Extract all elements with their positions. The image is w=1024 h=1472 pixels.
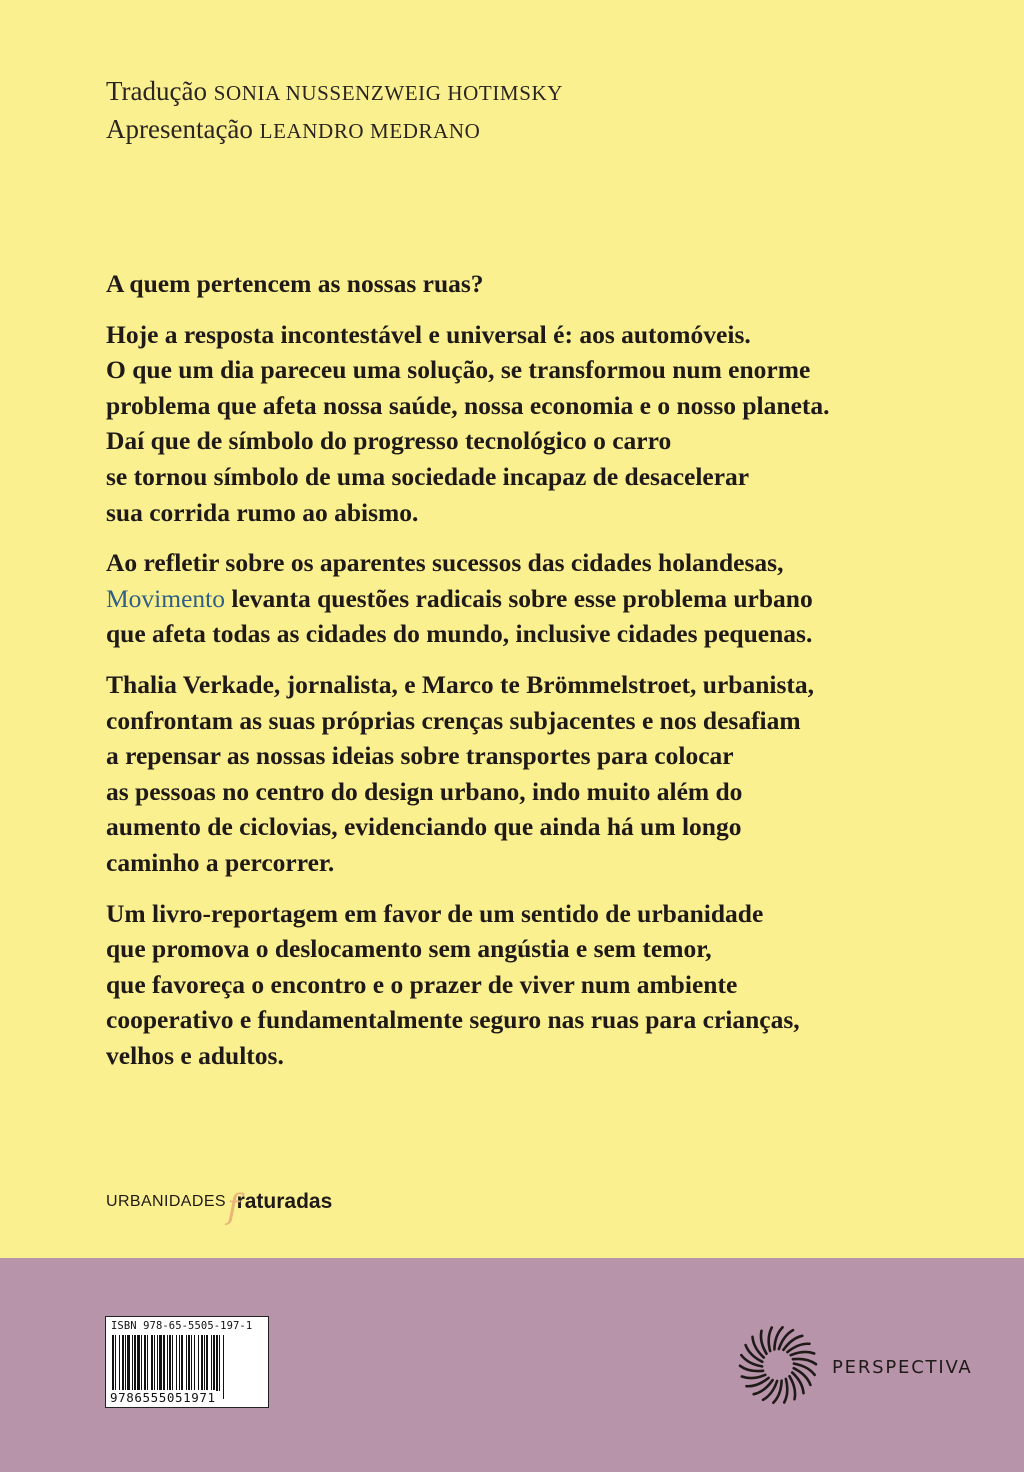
blurb-line: as pessoas no centro do design urbano, indo muito além do bbox=[106, 776, 743, 806]
barcode-bar bbox=[137, 1335, 140, 1391]
sunburst-logo-icon bbox=[735, 1322, 821, 1408]
blurb-line bbox=[106, 581, 936, 617]
series-name-first: URBANIDADES bbox=[106, 1193, 226, 1210]
series-f-mark: f bbox=[226, 1187, 240, 1227]
blurb-line: Thalia Verkade, jornalista, e Marco te Brömmelstroet, urbanista, bbox=[106, 669, 815, 699]
barcode-bar bbox=[194, 1335, 195, 1391]
barcode-bar bbox=[134, 1335, 136, 1391]
blurb-question bbox=[106, 266, 936, 302]
barcode-digits: 9786555051971 bbox=[110, 1390, 216, 1405]
isbn-barcode bbox=[105, 1316, 269, 1408]
presentation-label: Apresentação bbox=[106, 114, 253, 144]
barcode-bar bbox=[172, 1335, 173, 1391]
blurb-line: que favoreça o encontro e o prazer de viver num ambiente bbox=[106, 969, 738, 999]
series-name-second: raturadas bbox=[236, 1190, 333, 1213]
barcode-bar bbox=[179, 1335, 180, 1391]
blurb-paragraph-3 bbox=[106, 667, 936, 881]
barcode-bar bbox=[159, 1335, 162, 1391]
barcode-bar bbox=[176, 1335, 177, 1391]
barcode-bar bbox=[186, 1335, 187, 1391]
blurb-line: caminho a percorrer. bbox=[106, 847, 335, 877]
sunburst-ray bbox=[790, 1376, 796, 1399]
blurb-line-rest: levanta questões radicais sobre esse problema urbano bbox=[225, 583, 813, 613]
barcode-bar bbox=[127, 1335, 130, 1391]
sunburst-ray bbox=[761, 1331, 767, 1354]
barcode-bar bbox=[216, 1335, 218, 1391]
barcode-bar bbox=[147, 1335, 148, 1391]
sunburst-ray bbox=[791, 1352, 815, 1355]
blurb-line: sua corrida rumo ao abismo. bbox=[106, 497, 419, 527]
presenter-name: LEANDRO MEDRANO bbox=[259, 119, 481, 143]
barcode-bar bbox=[122, 1335, 124, 1391]
translation-credit bbox=[106, 78, 563, 105]
barcode-bar bbox=[181, 1335, 183, 1391]
isbn-label: ISBN 978-65-5505-197-1 bbox=[111, 1320, 253, 1332]
barcode-bar bbox=[154, 1335, 155, 1391]
barcode-bar bbox=[125, 1335, 126, 1391]
book-title-highlight: Movimento bbox=[106, 583, 225, 613]
blurb-line: a repensar as nossas ideias sobre transportes para colocar bbox=[106, 741, 734, 771]
barcode-bar bbox=[198, 1335, 199, 1391]
sunburst-ray bbox=[742, 1375, 766, 1378]
blurb-line: aumento de ciclovias, evidenciando que ainda há um longo bbox=[106, 812, 742, 842]
blurb-line: velhos e adultos. bbox=[106, 1040, 284, 1070]
barcode-bar bbox=[191, 1335, 192, 1391]
barcode-bar bbox=[201, 1335, 203, 1391]
presentation-credit bbox=[106, 116, 480, 143]
barcode-bar bbox=[223, 1335, 224, 1399]
translation-label: Tradução bbox=[106, 76, 207, 106]
blurb-paragraph-1 bbox=[106, 317, 936, 531]
sunburst-ray bbox=[784, 1379, 787, 1403]
blurb-line: O que um dia pareceu uma solução, se transformou num enorme bbox=[106, 355, 811, 385]
barcode-bar bbox=[219, 1335, 220, 1391]
blurb-line: Ao refletir sobre os aparentes sucessos das cidades holandesas, bbox=[106, 548, 784, 578]
blurb-line: A quem pertencem as nossas ruas? bbox=[106, 269, 484, 298]
barcode-bar bbox=[157, 1335, 158, 1391]
blurb-text bbox=[106, 266, 936, 1088]
barcode-bar bbox=[211, 1335, 212, 1391]
barcode-bar bbox=[144, 1335, 146, 1391]
blurb-line: Hoje a resposta incontestável e universal é: aos automóveis. bbox=[106, 319, 751, 349]
barcode-bar bbox=[188, 1335, 190, 1391]
blurb-paragraph-4 bbox=[106, 896, 936, 1074]
barcode-bar bbox=[151, 1335, 153, 1391]
barcode-bar bbox=[132, 1335, 133, 1391]
barcode-bar bbox=[163, 1335, 165, 1391]
blurb-line: problema que afeta nossa saúde, nossa economia e o nosso planeta. bbox=[106, 390, 830, 420]
barcode-bar bbox=[206, 1335, 208, 1391]
barcode-bar bbox=[213, 1335, 215, 1391]
barcode-bar bbox=[119, 1335, 120, 1391]
barcode-bar bbox=[141, 1335, 142, 1391]
blurb-line: Um livro-reportagem em favor de um sentido de urbanidade bbox=[106, 898, 764, 928]
publisher-name: PERSPECTIVA bbox=[832, 1357, 973, 1378]
series-logo bbox=[106, 1182, 333, 1227]
translator-name: SONIA NUSSENZWEIG HOTIMSKY bbox=[213, 81, 564, 105]
sunburst-ray bbox=[769, 1328, 772, 1352]
blurb-line: que promova o deslocamento sem angústia e sem temor, bbox=[106, 934, 712, 964]
blurb-line: que afeta todas as cidades do mundo, inclusive cidades pequenas. bbox=[106, 619, 813, 649]
barcode-bar bbox=[204, 1335, 205, 1391]
blurb-line: se tornou símbolo de uma sociedade incapaz de desacelerar bbox=[106, 461, 750, 491]
blurb-paragraph-2 bbox=[106, 545, 936, 652]
blurb-line: Daí que de símbolo do progresso tecnológico o carro bbox=[106, 426, 672, 456]
blurb-line: cooperativo e fundamentalmente seguro nas ruas para crianças, bbox=[106, 1005, 800, 1035]
barcode-bar bbox=[167, 1335, 168, 1391]
blurb-line: confrontam as suas próprias crenças subjacentes e nos desafiam bbox=[106, 705, 801, 735]
